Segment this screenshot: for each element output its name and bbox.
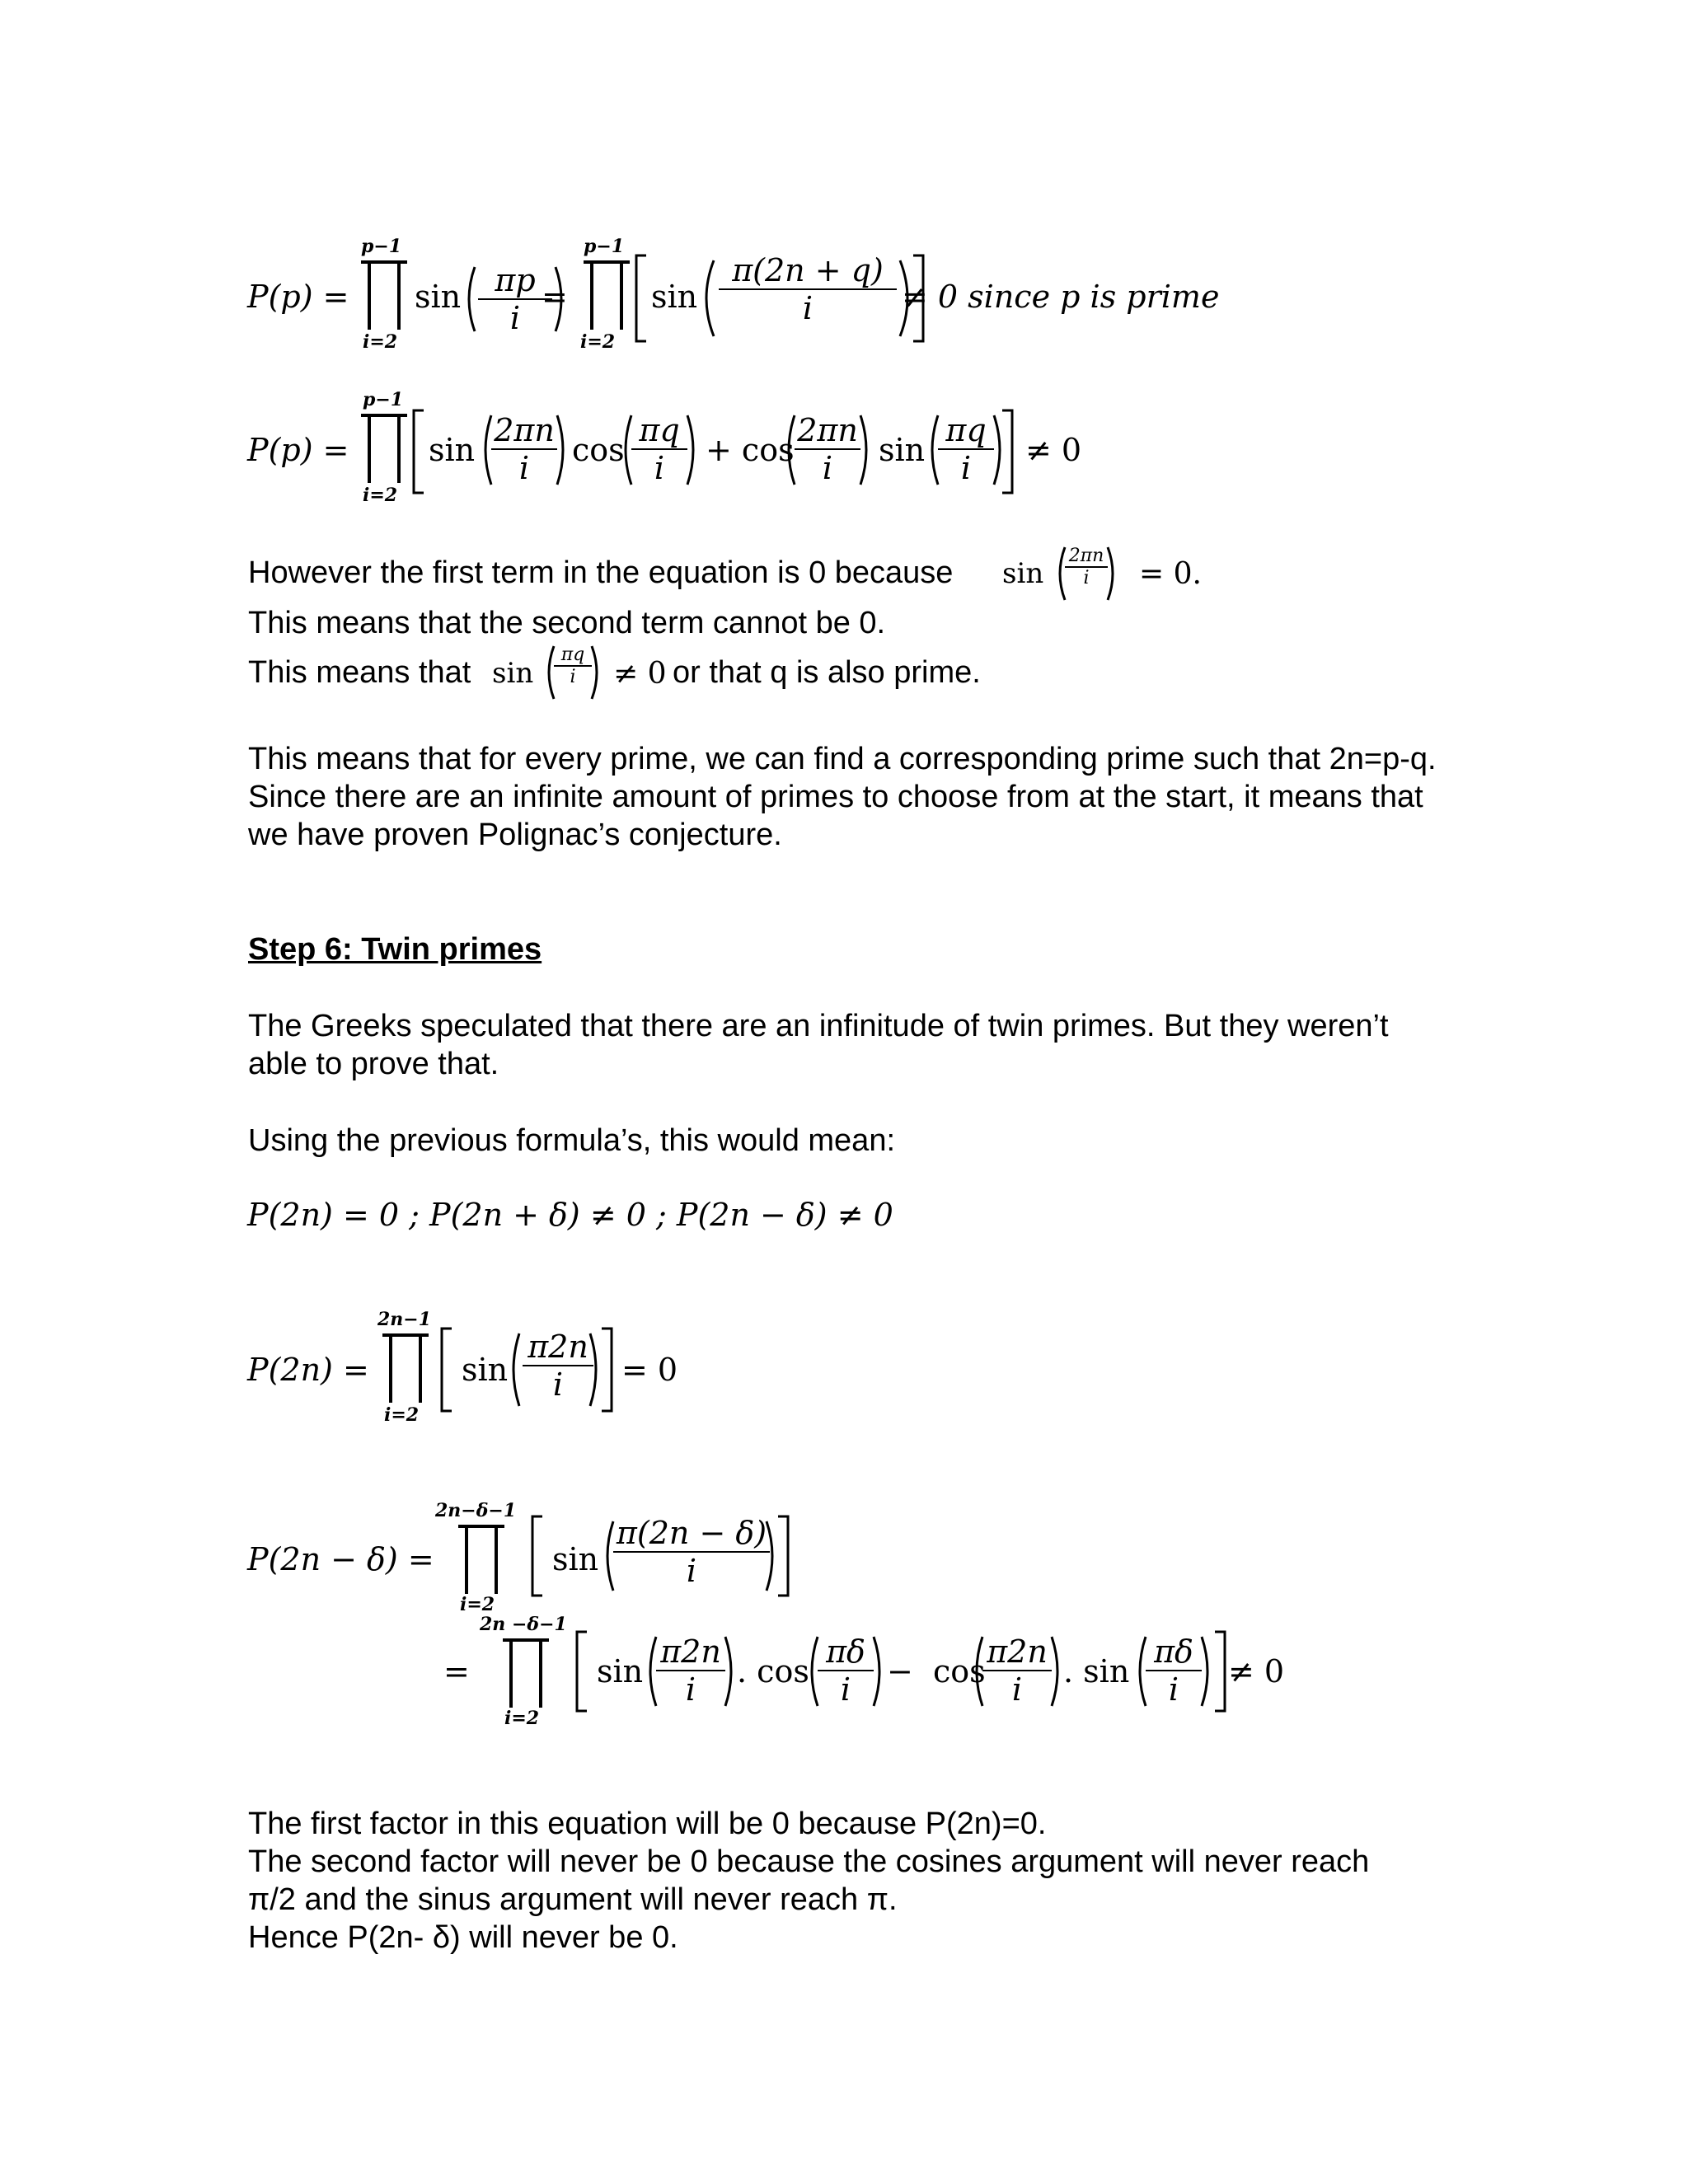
eq6-equals: = [443, 1653, 470, 1690]
final-line-4: Hence P(2n- δ) will never be 0. [248, 1920, 678, 1955]
eq1-equals: = [542, 279, 568, 315]
product-symbol-icon [358, 259, 410, 333]
eq2-numerator-c: 2πn [795, 412, 860, 450]
twin-prime-conditions: P(2n) = 0 ; P(2n + δ) ≠ 0 ; P(2n − δ) ≠ 0 [247, 1197, 893, 1233]
means-line-text-after: or that q is also prime. [673, 655, 981, 690]
eq6-limit-bottom: i=2 [504, 1708, 540, 1729]
eq5-sin: sin [552, 1541, 599, 1577]
however-numerator: 2πn [1065, 546, 1108, 568]
eq2-plus-cos: + cos [706, 432, 795, 468]
eq2-numerator-a: 2πn [491, 412, 557, 450]
eq2-denominator-b: i [654, 450, 665, 486]
eq2-sin-b: sin [879, 432, 926, 468]
eq6-numerator-b: πδ [818, 1633, 874, 1671]
eq1-limit-top-1: p−1 [361, 236, 402, 257]
means-numerator: πq [554, 644, 592, 667]
eq6-limit-top: 2n −δ−1 [480, 1614, 567, 1635]
eq2-limit-top: p−1 [363, 389, 404, 410]
product-symbol-icon [455, 1523, 508, 1597]
eq1-sin-2: sin [651, 279, 698, 315]
final-line-3: π/2 and the sinus argument will never reach π. [248, 1882, 898, 1917]
eq2-limit-bottom: i=2 [363, 485, 398, 506]
eq1-lhs: P(p) = [247, 279, 349, 315]
eq1-limit-bottom-2: i=2 [580, 331, 616, 353]
eq6-numerator-a: π2n [656, 1633, 725, 1671]
however-denominator: i [1083, 568, 1090, 588]
product-symbol-icon [580, 259, 633, 333]
eq1-tail: ≠ 0 since p is prime [902, 279, 1220, 315]
however-sin: sin [1002, 557, 1044, 590]
eq2-numerator-d: πq [938, 412, 994, 450]
means-neq: ≠ 0 [613, 657, 667, 691]
means-sin: sin [492, 657, 534, 690]
eq2-denominator-c: i [822, 450, 833, 486]
eq1-sin-1: sin [415, 279, 462, 315]
eq6-denominator-a: i [685, 1671, 696, 1708]
eq1-denominator-2: i [802, 290, 814, 326]
eq5-lhs: P(2n − δ) = [247, 1541, 434, 1577]
eq6-tail: ≠ 0 [1228, 1653, 1285, 1690]
final-line-1: The first factor in this equation will be 0 because P(2n)=0. [248, 1807, 1047, 1841]
eq2-sin-a: sin [429, 432, 476, 468]
greeks-paragraph: The Greeks speculated that there are an infinitude of twin primes. But they weren’t able to prove that. [248, 1009, 1389, 1081]
eq2-tail: ≠ 0 [1025, 432, 1082, 468]
eq2-denominator-a: i [518, 450, 530, 486]
using-formula-line: Using the previous formula’s, this would mean: [248, 1123, 896, 1158]
eq6-denominator-c: i [1011, 1671, 1023, 1708]
eq2-denominator-d: i [960, 450, 972, 486]
eq2-lhs: P(p) = [247, 432, 349, 468]
means-denominator: i [570, 667, 576, 687]
product-symbol-icon [379, 1332, 432, 1406]
eq6-denominator-b: i [840, 1671, 851, 1708]
eq1-numerator-1: πp [478, 262, 552, 300]
eq1-numerator-2: π(2n + q) [719, 252, 897, 290]
eq4-limit-top: 2n−1 [377, 1309, 432, 1330]
eq1-limit-top-2: p−1 [584, 236, 625, 257]
eq2-numerator-b: πq [631, 412, 687, 450]
eq6-sin-a: sin [597, 1653, 644, 1690]
polignac-paragraph: This means that for every prime, we can find a corresponding prime such that 2n=p-q. Since there are an infinite amount of primes to choose from at the start, it means that we have proven Polignac’s conjecture. [248, 742, 1437, 852]
eq6-numerator-c: π2n [982, 1633, 1052, 1671]
eq6-dot-sin: . sin [1063, 1653, 1130, 1690]
eq1-limit-bottom-1: i=2 [363, 331, 398, 353]
final-paragraph [248, 1805, 1484, 1957]
eq4-tail: = 0 [621, 1352, 678, 1388]
final-line-2: The second factor will never be 0 because the cosines argument will never reach [248, 1844, 1370, 1879]
step6-heading: Step 6: Twin primes [248, 932, 542, 967]
eq1-denominator-1: i [509, 300, 521, 336]
however-tail: = 0. [1139, 557, 1202, 591]
eq4-limit-bottom: i=2 [384, 1404, 420, 1426]
product-symbol-icon [499, 1637, 552, 1711]
eq4-lhs: P(2n) = [247, 1352, 369, 1388]
eq5-denominator: i [686, 1553, 697, 1589]
eq2-cos-a: cos [572, 432, 625, 468]
eq5-limit-top: 2n−δ−1 [435, 1500, 517, 1521]
second-term-line: This means that the second term cannot be 0. [248, 606, 886, 640]
eq4-denominator: i [552, 1366, 564, 1403]
eq6-numerator-d: πδ [1146, 1633, 1202, 1671]
eq6-denominator-d: i [1168, 1671, 1179, 1708]
however-line [248, 554, 953, 592]
eq6-minus-cos: − cos [887, 1653, 986, 1690]
eq5-limit-bottom: i=2 [460, 1594, 495, 1615]
eq4-numerator: π2n [523, 1329, 593, 1366]
however-text: However the first term in the equation is 0 because [248, 555, 954, 590]
eq5-numerator: π(2n − δ) [613, 1515, 770, 1553]
means-line-text-before: This means that [248, 655, 471, 690]
eq6-dot-cos: . cos [737, 1653, 809, 1690]
eq4-sin: sin [462, 1352, 509, 1388]
product-symbol-icon [358, 412, 410, 486]
